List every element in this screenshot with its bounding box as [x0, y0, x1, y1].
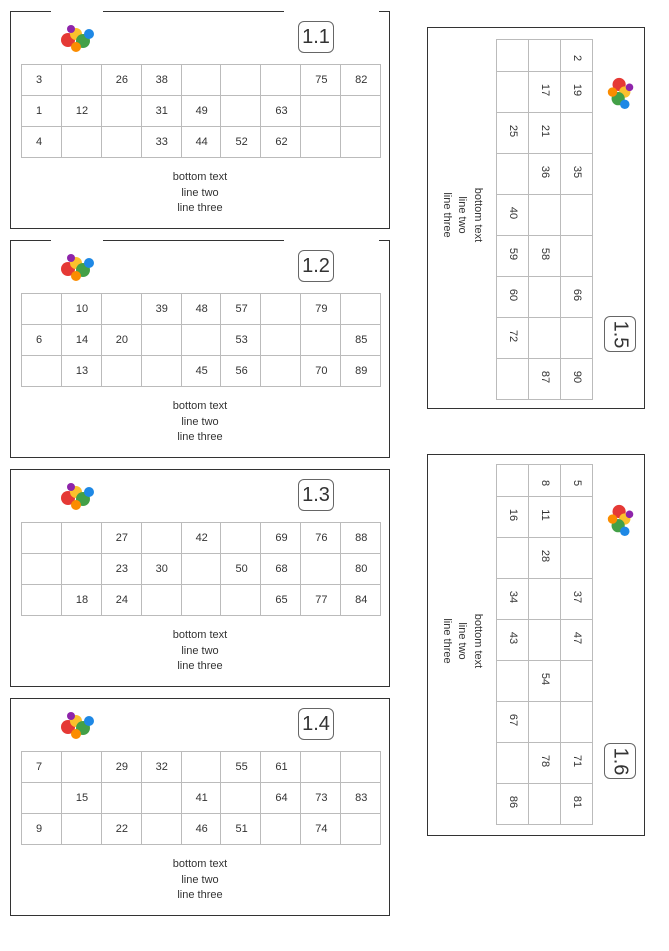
- number-cell: [561, 359, 593, 400]
- grid-row: [497, 277, 593, 318]
- number-cell: 12: [61, 96, 101, 127]
- number-cell: [261, 814, 301, 845]
- footer-line: bottom text: [172, 400, 228, 412]
- number-cell: 31: [141, 96, 181, 127]
- number-cell: 57: [221, 294, 261, 325]
- footer-line: line two: [181, 186, 219, 199]
- number-cell: [181, 752, 221, 783]
- bingo-logo-icon: [604, 76, 638, 110]
- number-cell: 30: [141, 554, 181, 585]
- number-cell: 83: [341, 783, 381, 814]
- number-cell: 13: [61, 356, 101, 387]
- number-cell: 52: [221, 127, 261, 158]
- number-cell: 75: [301, 65, 341, 96]
- number-cell: [561, 620, 593, 661]
- grid-row: [22, 356, 381, 387]
- number-cell: [141, 585, 181, 616]
- number-cell: [497, 40, 529, 72]
- number-cell: 79: [301, 294, 341, 325]
- number-cell: [497, 359, 529, 400]
- ticket-number: 1.1: [302, 25, 330, 48]
- number-cell: 39: [141, 294, 181, 325]
- number-cell: [497, 661, 529, 702]
- number-cell: 88: [341, 523, 381, 554]
- grid-row: [22, 294, 381, 325]
- number-grid: [496, 39, 593, 400]
- number-cell: 24: [101, 585, 141, 616]
- grid-row: [497, 318, 593, 359]
- number-text: 43: [506, 631, 519, 645]
- number-cell: [261, 356, 301, 387]
- number-cell: [221, 96, 261, 127]
- number-cell: [141, 814, 181, 845]
- grid-row: [497, 72, 593, 113]
- number-cell: [61, 523, 101, 554]
- number-cell: 82: [341, 65, 381, 96]
- number-cell: [561, 579, 593, 620]
- grid-row: [497, 465, 593, 497]
- footer-line: line two: [181, 644, 219, 657]
- number-cell: [561, 538, 593, 579]
- number-cell: 62: [261, 127, 301, 158]
- number-cell: [561, 154, 593, 195]
- number-cell: [61, 554, 101, 585]
- number-cell: 6: [22, 325, 62, 356]
- number-cell: 38: [141, 65, 181, 96]
- grid-row: [22, 554, 381, 585]
- number-cell: 49: [181, 96, 221, 127]
- number-text: 72: [506, 329, 519, 343]
- number-cell: [561, 72, 593, 113]
- footer-line: line two: [181, 415, 219, 428]
- number-cell: 74: [301, 814, 341, 845]
- ticket-number: 1.3: [302, 483, 330, 506]
- footer-line: line three: [177, 202, 223, 214]
- ticket-number: 1.6: [609, 747, 632, 775]
- number-cell: [341, 814, 381, 845]
- number-cell: [261, 325, 301, 356]
- number-cell: [61, 814, 101, 845]
- number-cell: 84: [341, 585, 381, 616]
- grid-row: [22, 65, 381, 96]
- number-cell: [497, 579, 529, 620]
- number-text: 8: [538, 479, 551, 487]
- grid-row: [497, 702, 593, 743]
- ticket-number-badge: [604, 316, 636, 352]
- number-cell: [497, 236, 529, 277]
- ticket-number-badge: [604, 743, 636, 779]
- ticket-number: 1.2: [302, 254, 330, 277]
- number-cell: [301, 127, 341, 158]
- footer-line: bottom text: [472, 613, 484, 669]
- bingo-logo-icon: [604, 503, 638, 537]
- grid-row: [22, 783, 381, 814]
- number-text: 58: [538, 247, 551, 261]
- number-cell: 27: [101, 523, 141, 554]
- number-cell: [529, 195, 561, 236]
- number-cell: 15: [61, 783, 101, 814]
- number-cell: [181, 554, 221, 585]
- number-cell: [181, 65, 221, 96]
- footer-line: line two: [181, 873, 219, 886]
- number-cell: [341, 96, 381, 127]
- grid-row: [497, 579, 593, 620]
- number-cell: [221, 585, 261, 616]
- number-text: 59: [506, 247, 519, 261]
- number-text: 86: [506, 795, 519, 809]
- number-cell: 50: [221, 554, 261, 585]
- number-cell: [529, 465, 561, 497]
- ticket-number-badge: [298, 21, 334, 53]
- number-cell: [529, 154, 561, 195]
- number-cell: [301, 752, 341, 783]
- number-cell: 29: [101, 752, 141, 783]
- number-cell: 9: [22, 814, 62, 845]
- number-cell: 22: [101, 814, 141, 845]
- number-text: 71: [570, 754, 583, 768]
- number-cell: 3: [22, 65, 62, 96]
- number-cell: [22, 585, 62, 616]
- number-text: 21: [538, 124, 551, 138]
- number-text: 36: [538, 165, 551, 179]
- number-text: 67: [506, 713, 519, 727]
- number-text: 35: [570, 165, 583, 179]
- number-cell: [261, 294, 301, 325]
- ticket-1-1: [10, 11, 390, 229]
- number-cell: [529, 661, 561, 702]
- number-text: 66: [570, 288, 583, 302]
- number-cell: [497, 620, 529, 661]
- number-cell: 1: [22, 96, 62, 127]
- grid-row: [22, 96, 381, 127]
- number-cell: 68: [261, 554, 301, 585]
- number-cell: 23: [101, 554, 141, 585]
- number-cell: 45: [181, 356, 221, 387]
- number-cell: 20: [101, 325, 141, 356]
- grid-row: [22, 814, 381, 845]
- number-cell: [529, 620, 561, 661]
- number-cell: 53: [221, 325, 261, 356]
- footer-line: bottom text: [472, 187, 484, 243]
- number-text: 2: [570, 54, 583, 62]
- number-cell: [141, 325, 181, 356]
- border-gap: [51, 240, 103, 242]
- number-cell: 26: [101, 65, 141, 96]
- number-cell: [561, 236, 593, 277]
- number-cell: [22, 783, 62, 814]
- number-text: 87: [538, 370, 551, 384]
- number-grid: [21, 293, 381, 387]
- border-gap: [51, 11, 103, 13]
- grid-row: [497, 497, 593, 538]
- number-cell: 89: [341, 356, 381, 387]
- number-cell: 51: [221, 814, 261, 845]
- number-cell: [529, 538, 561, 579]
- number-text: 5: [570, 479, 583, 487]
- number-cell: [497, 465, 529, 497]
- number-text: 81: [570, 795, 583, 809]
- grid-row: [497, 40, 593, 72]
- ticket-number-badge: [298, 250, 334, 282]
- border-gap: [284, 11, 379, 13]
- footer-line: line two: [456, 622, 469, 660]
- number-cell: [101, 356, 141, 387]
- number-cell: [101, 294, 141, 325]
- grid-row: [497, 620, 593, 661]
- number-text: 54: [538, 672, 551, 686]
- number-cell: 61: [261, 752, 301, 783]
- number-cell: [561, 318, 593, 359]
- number-cell: [181, 585, 221, 616]
- ticket-1-3: [10, 469, 390, 687]
- number-cell: 76: [301, 523, 341, 554]
- grid-row: [497, 195, 593, 236]
- grid-row: [22, 523, 381, 554]
- number-cell: [22, 523, 62, 554]
- number-cell: [561, 195, 593, 236]
- footer-line: line three: [177, 660, 223, 672]
- number-cell: [22, 554, 62, 585]
- number-cell: 65: [261, 585, 301, 616]
- number-cell: 7: [22, 752, 62, 783]
- number-cell: [301, 554, 341, 585]
- number-cell: 42: [181, 523, 221, 554]
- number-cell: [529, 318, 561, 359]
- number-cell: [497, 538, 529, 579]
- number-cell: [497, 277, 529, 318]
- number-text: 11: [538, 509, 551, 521]
- footer-line: bottom text: [172, 171, 228, 183]
- number-cell: [301, 325, 341, 356]
- number-text: 28: [538, 549, 551, 563]
- number-cell: [529, 579, 561, 620]
- ticket-number: 1.5: [609, 320, 632, 348]
- number-cell: [341, 127, 381, 158]
- footer-text: [437, 170, 485, 260]
- number-cell: [101, 127, 141, 158]
- ticket-1-5: [427, 27, 645, 409]
- number-cell: 77: [301, 585, 341, 616]
- number-cell: 46: [181, 814, 221, 845]
- number-cell: 63: [261, 96, 301, 127]
- grid-row: [22, 585, 381, 616]
- number-cell: [497, 784, 529, 825]
- number-grid: [496, 464, 593, 825]
- number-cell: [561, 743, 593, 784]
- number-cell: [221, 783, 261, 814]
- number-cell: [529, 359, 561, 400]
- number-text: 90: [570, 370, 583, 384]
- bingo-logo-icon: [59, 478, 95, 514]
- number-text: 37: [570, 590, 583, 604]
- grid-row: [497, 538, 593, 579]
- number-cell: 48: [181, 294, 221, 325]
- footer-line: line three: [177, 431, 223, 443]
- number-cell: [561, 702, 593, 743]
- number-cell: 69: [261, 523, 301, 554]
- number-cell: [101, 783, 141, 814]
- grid-row: [497, 154, 593, 195]
- number-cell: [529, 743, 561, 784]
- ticket-number: 1.4: [302, 712, 330, 735]
- number-cell: [61, 127, 101, 158]
- number-cell: [529, 277, 561, 318]
- number-cell: 55: [221, 752, 261, 783]
- number-cell: [529, 113, 561, 154]
- number-cell: [341, 752, 381, 783]
- footer-text: [11, 399, 389, 446]
- number-text: 60: [506, 288, 519, 302]
- number-cell: 41: [181, 783, 221, 814]
- footer-line: bottom text: [172, 858, 228, 870]
- number-cell: [141, 783, 181, 814]
- number-cell: [529, 40, 561, 72]
- number-cell: [61, 752, 101, 783]
- number-text: 17: [538, 83, 551, 97]
- number-cell: [497, 497, 529, 538]
- number-cell: [221, 65, 261, 96]
- grid-row: [497, 784, 593, 825]
- number-cell: [561, 661, 593, 702]
- footer-line: line three: [441, 618, 453, 664]
- number-cell: [561, 784, 593, 825]
- footer-text: [11, 628, 389, 675]
- border-gap: [284, 240, 379, 242]
- footer-text: [437, 596, 485, 686]
- footer-text: [11, 170, 389, 217]
- bingo-logo-icon: [59, 249, 95, 285]
- number-cell: [529, 72, 561, 113]
- grid-row: [22, 127, 381, 158]
- bingo-logo-icon: [59, 20, 95, 56]
- number-cell: [529, 497, 561, 538]
- ticket-1-4: [10, 698, 390, 916]
- ticket-number-badge: [298, 708, 334, 740]
- number-text: 40: [506, 206, 519, 220]
- footer-text: [11, 857, 389, 904]
- number-cell: 80: [341, 554, 381, 585]
- grid-row: [497, 236, 593, 277]
- number-text: 34: [506, 590, 519, 604]
- number-cell: [497, 154, 529, 195]
- number-cell: [341, 294, 381, 325]
- footer-line: line three: [177, 889, 223, 901]
- number-cell: 64: [261, 783, 301, 814]
- number-cell: 44: [181, 127, 221, 158]
- number-cell: [561, 465, 593, 497]
- number-cell: [101, 96, 141, 127]
- number-cell: [497, 318, 529, 359]
- number-cell: [529, 702, 561, 743]
- number-text: 16: [506, 508, 519, 522]
- number-cell: [561, 497, 593, 538]
- number-text: 19: [570, 83, 583, 97]
- number-cell: [141, 523, 181, 554]
- number-cell: 73: [301, 783, 341, 814]
- number-grid: [21, 522, 381, 616]
- grid-row: [497, 359, 593, 400]
- number-cell: [497, 743, 529, 784]
- number-cell: 70: [301, 356, 341, 387]
- ticket-1-2: [10, 240, 390, 458]
- number-cell: [497, 195, 529, 236]
- number-grid: [21, 64, 381, 158]
- number-grid: [21, 751, 381, 845]
- number-cell: 14: [61, 325, 101, 356]
- number-cell: 18: [61, 585, 101, 616]
- number-cell: [561, 40, 593, 72]
- number-cell: 32: [141, 752, 181, 783]
- number-text: 47: [570, 631, 583, 645]
- number-cell: 56: [221, 356, 261, 387]
- number-text: 25: [506, 124, 519, 138]
- number-cell: [561, 113, 593, 154]
- footer-line: line three: [441, 192, 453, 238]
- footer-line: line two: [456, 196, 469, 234]
- number-cell: [181, 325, 221, 356]
- number-cell: 10: [61, 294, 101, 325]
- number-cell: 33: [141, 127, 181, 158]
- number-cell: [561, 277, 593, 318]
- number-cell: 4: [22, 127, 62, 158]
- grid-row: [497, 743, 593, 784]
- number-cell: 85: [341, 325, 381, 356]
- grid-row: [497, 113, 593, 154]
- grid-row: [497, 661, 593, 702]
- number-cell: [529, 236, 561, 277]
- number-cell: [497, 113, 529, 154]
- number-cell: [529, 784, 561, 825]
- grid-row: [22, 752, 381, 783]
- bingo-logo-icon: [59, 707, 95, 743]
- number-cell: [22, 294, 62, 325]
- ticket-1-6: [427, 454, 645, 836]
- ticket-number-badge: [298, 479, 334, 511]
- number-cell: [261, 65, 301, 96]
- number-cell: [301, 96, 341, 127]
- number-text: 78: [538, 754, 551, 768]
- number-cell: [141, 356, 181, 387]
- footer-line: bottom text: [172, 629, 228, 641]
- number-cell: [497, 702, 529, 743]
- number-cell: [61, 65, 101, 96]
- grid-row: [22, 325, 381, 356]
- number-cell: [221, 523, 261, 554]
- number-cell: [22, 356, 62, 387]
- number-cell: [497, 72, 529, 113]
